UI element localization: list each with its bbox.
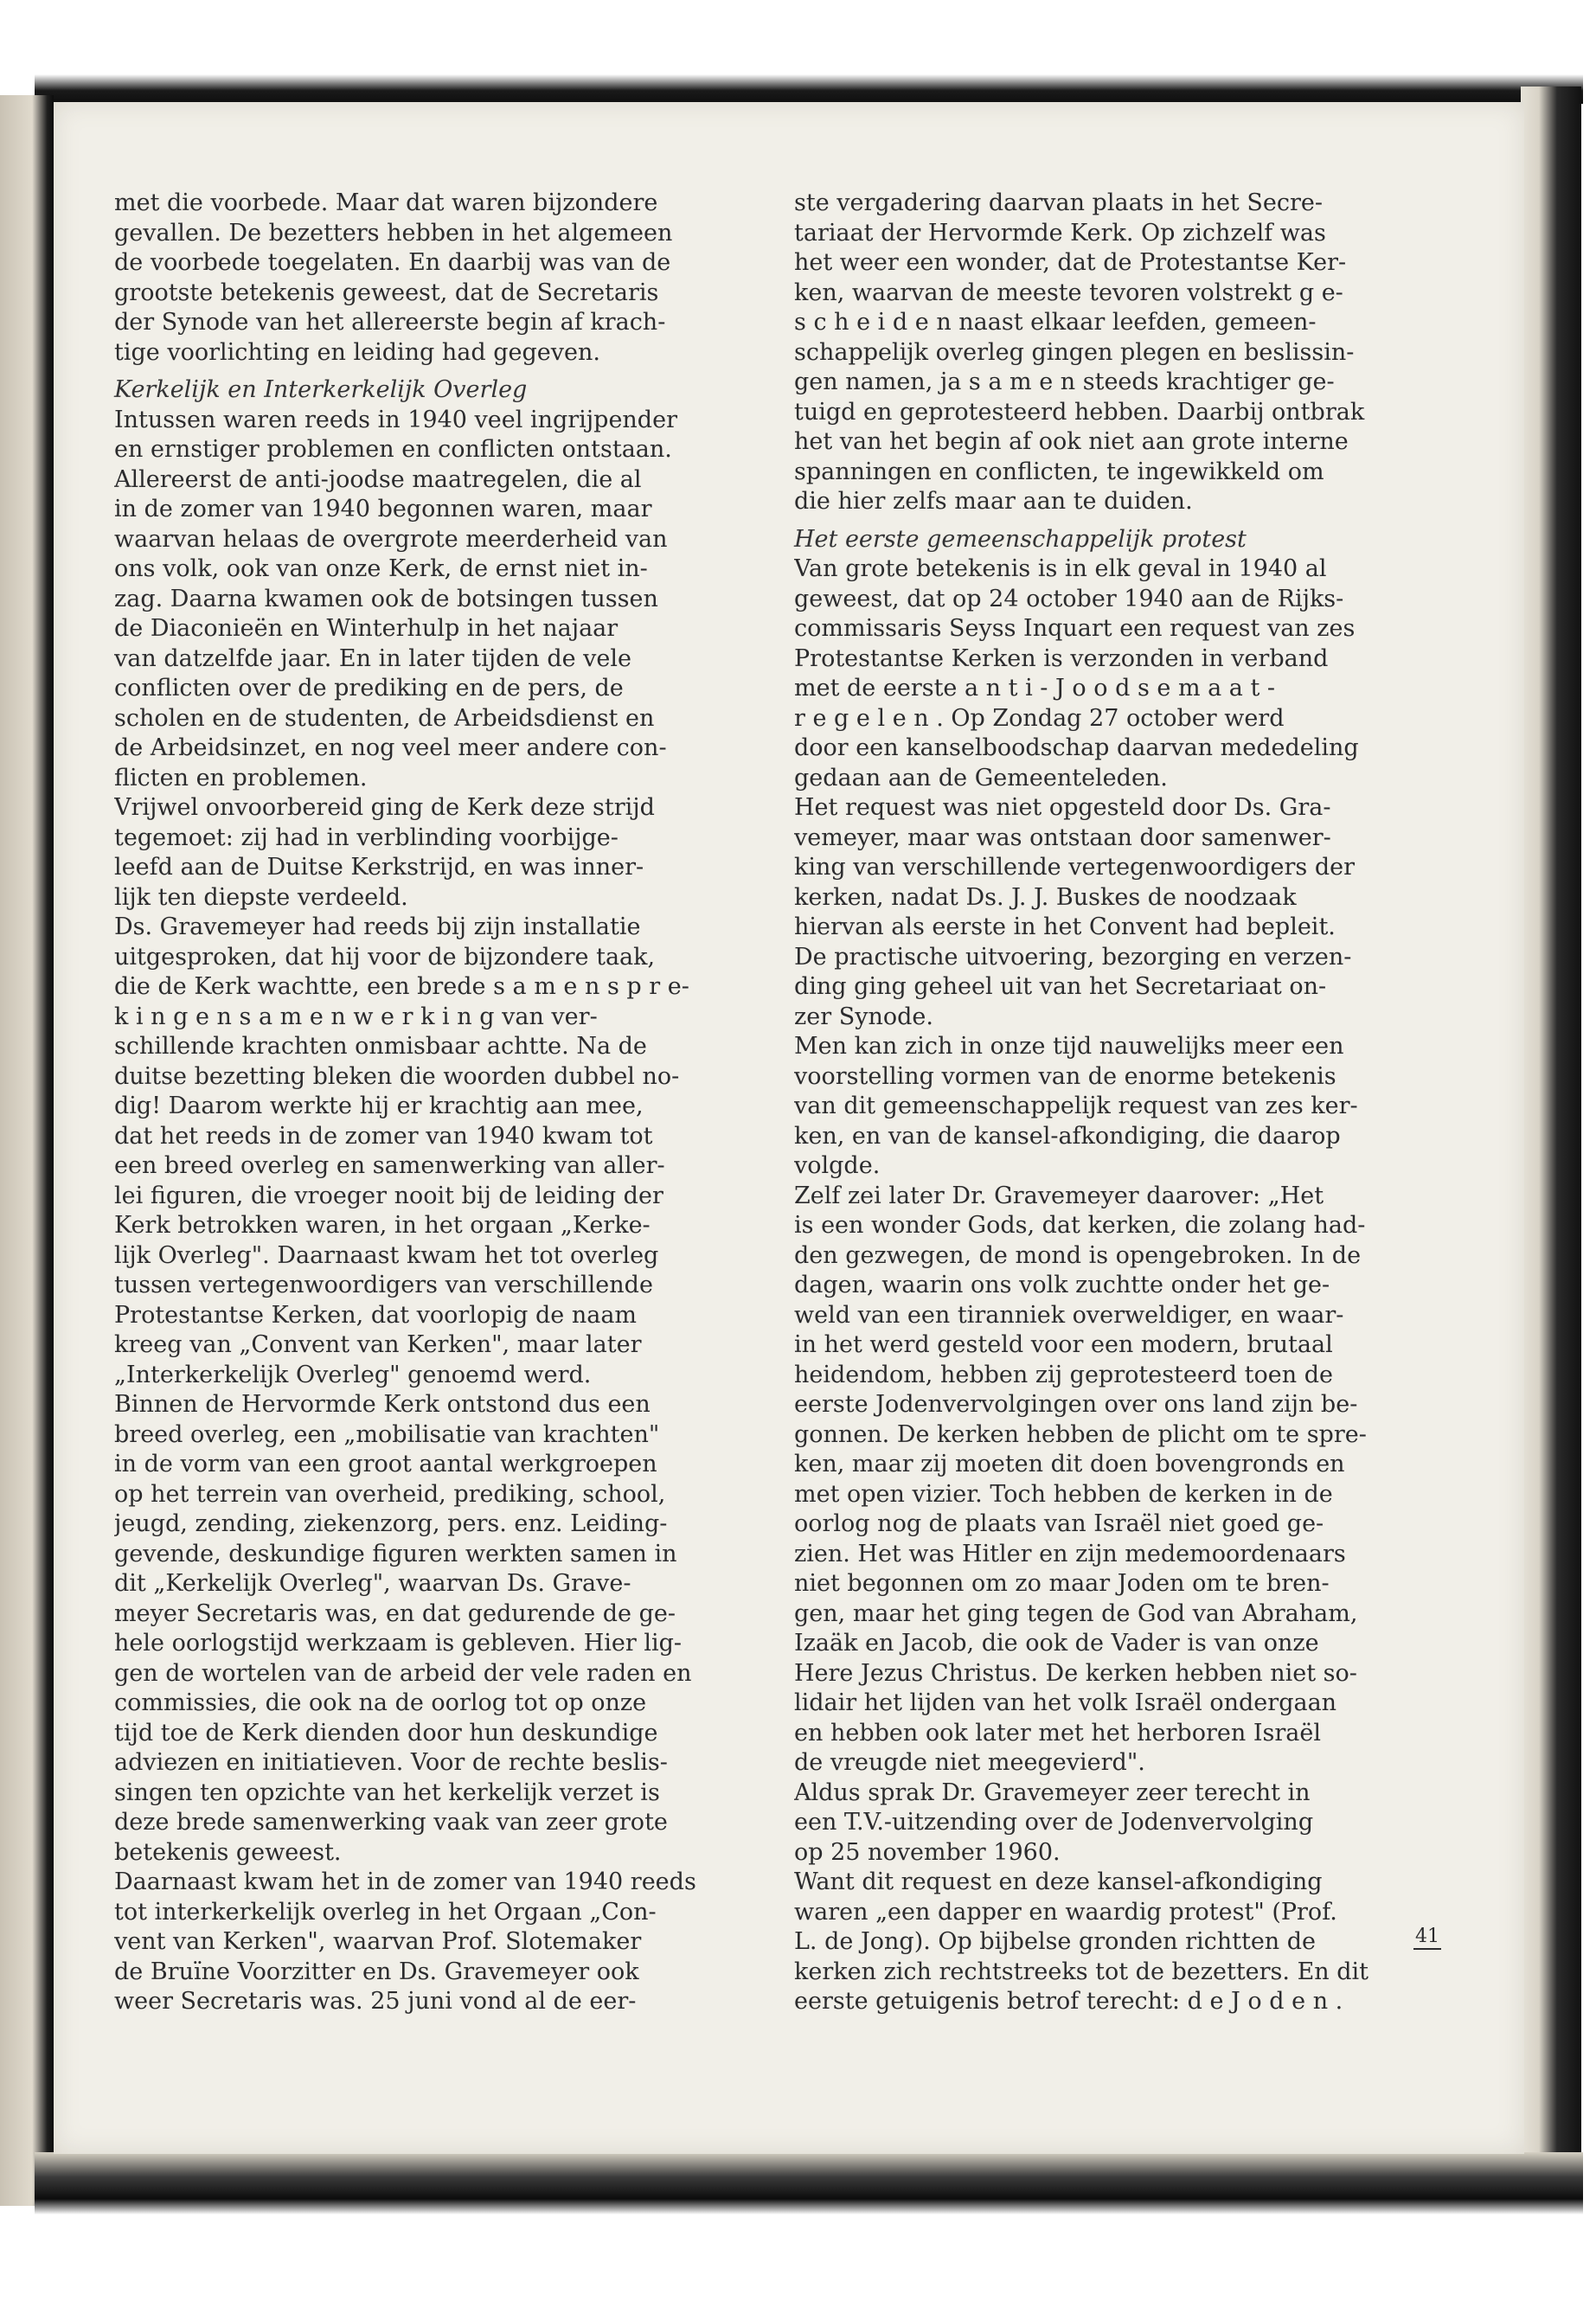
text-line: van datzelfde jaar. En in later tijden de vele [114,644,632,672]
text-line: zag. Daarna kwamen ook de botsingen tussen [114,585,658,612]
text-line: breed overleg, een „mobilisatie van krachten" [114,1420,660,1448]
text-line: volgde. [794,1152,881,1179]
text-line: weer Secretaris was. 25 juni vond al de eer- [114,1988,637,2015]
text-line: heidendom, hebben zij geprotesteerd toen de [794,1361,1333,1388]
text-line: ding ging geheel uit van het Secretariaat on- [794,973,1327,1000]
left-text-column [114,189,761,2017]
text-line: Protestantse Kerken is verzonden in verband [794,644,1329,672]
text-line: Here Jezus Christus. De kerken hebben niet so- [794,1659,1357,1687]
text-line: ken, waarvan de meeste tevoren volstrekt g e- [794,279,1343,306]
text-line: Het request was niet opgesteld door Ds. Gra- [794,794,1331,821]
text-line: gen namen, ja s a m e n steeds krachtiger ge- [794,369,1335,395]
text-line: spanningen en conflicten, te ingewikkeld om [794,458,1324,485]
text-line: het van het begin af ook niet aan grote interne [794,428,1349,455]
text-line: ste vergadering daarvan plaats in het Secre- [794,189,1323,216]
right-text-column [794,189,1458,2017]
text-line: kerken zich rechtstreeks tot de bezetters. En dit [794,1958,1369,1985]
page-number: 41 [1413,1926,1441,1950]
text-line: leefd aan de Duitse Kerkstrijd, en was inner- [114,854,644,881]
text-line: gen de wortelen van de arbeid der vele raden en [114,1659,692,1687]
text-line: de Arbeidsinzet, en nog veel meer andere con- [114,734,667,761]
text-line: en hebben ook later met het herboren Israël [794,1719,1321,1747]
text-line: vent van Kerken", waarvan Prof. Slotemaker [114,1928,642,1955]
text-line: een breed overleg en samenwerking van aller- [114,1152,665,1179]
text-line: zien. Het was Hitler en zijn medemoordenaars [794,1540,1346,1567]
text-line: Van grote betekenis is in elk geval in 1940 al [794,555,1327,582]
book-edge-top [35,74,1583,104]
text-line: in de zomer van 1940 begonnen waren, maar [114,496,652,522]
text-line: de voorbede toegelaten. En daarbij was van de [114,249,671,276]
text-line: Izaäk en Jacob, die ook de Vader is van onze [794,1630,1319,1657]
text-line: flicten en problemen. [114,764,368,792]
text-line: met de eerste a n t i - J o o d s e m a a t - [794,675,1276,702]
text-line: s c h e i d e n naast elkaar leefden, gemeen- [794,309,1317,336]
text-line: Allereerst de anti-joodse maatregelen, die al [114,465,642,493]
text-line: waarvan helaas de overgrote meerderheid van [114,525,668,553]
text-line: Aldus sprak Dr. Gravemeyer zeer terecht in [794,1779,1311,1806]
text-line: „Interkerkelijk Overleg" genoemd werd. [114,1361,592,1388]
text-line: king van verschillende vertegenwoordigers der [794,854,1356,881]
text-line: dig! Daarom werkte hij er krachtig aan mee, [114,1093,644,1119]
book-page [54,102,1524,2154]
text-line: gen, maar het ging tegen de God van Abraham, [794,1599,1358,1627]
text-line: van dit gemeenschappelijk request van zes ker- [794,1093,1358,1119]
text-line: der Synode van het allereerste begin af krach- [114,309,666,336]
text-line: Protestantse Kerken, dat voorlopig de naam [114,1301,638,1329]
text-line: lidair het lijden van het volk Israël ondergaan [794,1689,1337,1716]
section-heading: Het eerste gemeenschappelijk protest [794,525,1247,553]
text-line: tariaat der Hervormde Kerk. Op zichzelf was [794,219,1326,247]
text-line: met open vizier. Toch hebben de kerken in de [794,1480,1333,1508]
text-line: in het werd gesteld voor een modern, brutaal [794,1331,1333,1358]
text-line: door een kanselboodschap daarvan mededeling [794,734,1359,761]
text-line: tegemoet: zij had in verblinding voorbijge- [114,824,619,851]
text-line: den gezwegen, de mond is opengebroken. In de [794,1241,1362,1269]
text-line: Zelf zei later Dr. Gravemeyer daarover: „Het [794,1182,1324,1209]
text-line: Binnen de Hervormde Kerk ontstond dus een [114,1391,651,1418]
text-line: tige voorlichting en leiding had gegeven. [114,338,600,366]
text-line: uitgesproken, dat hij voor de bijzondere taak, [114,943,656,971]
text-line: Ds. Gravemeyer had reeds bij zijn installatie [114,913,641,940]
text-line: Vrijwel onvoorbereid ging de Kerk deze strijd [114,794,655,821]
text-line: dagen, waarin ons volk zuchtte onder het ge- [794,1272,1330,1298]
text-line: jeugd, zending, ziekenzorg, pers. enz. Leiding- [114,1510,668,1537]
text-line: De practische uitvoering, bezorging en verzen- [794,943,1352,971]
text-line: op 25 november 1960. [794,1838,1061,1866]
text-line: oorlog nog de plaats van Israël niet goed ge- [794,1510,1324,1537]
text-line: conflicten over de prediking en de pers, de [114,675,624,702]
text-line: gevallen. De bezetters hebben in het algemeen [114,219,673,247]
text-line: eerste getuigenis betrof terecht: d e J o d e n . [794,1988,1343,2015]
book-edge-right [1521,87,1581,2206]
text-line: tijd toe de Kerk dienden door hun deskundige [114,1719,658,1747]
text-line: voorstelling vormen van de enorme betekenis [794,1062,1336,1090]
text-line: duitse bezetting bleken die woorden dubbel no- [114,1062,680,1090]
text-line: meyer Secretaris was, en dat gedurende de ge- [114,1599,676,1627]
text-line: ons volk, ook van onze Kerk, de ernst niet in- [114,555,648,582]
text-line: scholen en de studenten, de Arbeidsdienst en [114,704,655,732]
text-line: commissaris Seyss Inquart een request van zes [794,615,1356,642]
text-line: grootste betekenis geweest, dat de Secretaris [114,279,659,306]
text-line: ken, en van de kansel-afkondiging, die daarop [794,1122,1341,1150]
text-line: Want dit request en deze kansel-afkondiging [794,1868,1323,1895]
text-line: de Bruïne Voorzitter en Ds. Gravemeyer ook [114,1958,639,1985]
text-line: niet begonnen om zo maar Joden om te bren- [794,1570,1330,1597]
text-line: hiervan als eerste in het Convent had bepleit. [794,913,1336,940]
text-line: dat het reeds in de zomer van 1940 kwam tot [114,1122,653,1150]
text-line: Kerk betrokken waren, in het orgaan „Kerke- [114,1212,651,1239]
text-line: betekenis geweest. [114,1838,342,1866]
text-line: met die voorbede. Maar dat waren bijzondere [114,189,658,216]
text-line: die de Kerk wachtte, een brede s a m e n s p r e- [114,973,689,1000]
text-line: gonnen. De kerken hebben de plicht om te spre- [794,1420,1367,1448]
text-line: kreeg van „Convent van Kerken", maar later [114,1331,642,1358]
book-edge-bottom [35,2152,1583,2214]
text-line: commissies, die ook na de oorlog tot op onze [114,1689,647,1716]
text-line: ken, maar zij moeten dit doen bovengronds en [794,1451,1345,1477]
text-line: tot interkerkelijk overleg in het Orgaan „Con- [114,1898,657,1926]
book-edge-left [0,95,54,2206]
text-line: tussen vertegenwoordigers van verschillende [114,1272,653,1298]
text-line: vemeyer, maar was ontstaan door samenwer- [794,824,1331,851]
text-line: waren „een dapper en waardig protest" (Prof. [794,1898,1337,1926]
text-line: deze brede samenwerking vaak van zeer grote [114,1809,668,1836]
text-line: een T.V.-uitzending over de Jodenvervolging [794,1809,1314,1836]
text-line: L. de Jong). Op bijbelse gronden richtten de [794,1928,1317,1955]
text-line: gedaan aan de Gemeenteleden. [794,764,1168,792]
text-line: in de vorm van een groot aantal werkgroepen [114,1451,657,1477]
text-line: zer Synode. [794,1003,933,1030]
text-line: dit „Kerkelijk Overleg", waarvan Ds. Grave- [114,1570,631,1597]
text-line: de Diaconieën en Winterhulp in het najaar [114,615,619,642]
text-line: lijk Overleg". Daarnaast kwam het tot overleg [114,1241,659,1269]
text-line: r e g e l e n . Op Zondag 27 october werd [794,704,1285,732]
text-line: die hier zelfs maar aan te duiden. [794,488,1193,515]
text-line: geweest, dat op 24 october 1940 aan de Rijks- [794,585,1344,612]
text-line: eerste Jodenvervolgingen over ons land zijn be- [794,1391,1358,1418]
text-line: singen ten opzichte van het kerkelijk verzet is [114,1779,660,1806]
text-line: lei figuren, die vroeger nooit bij de leiding der [114,1182,663,1209]
text-line: Intussen waren reeds in 1940 veel ingrijpender [114,406,677,433]
text-line: weld van een tiranniek overweldiger, en waar- [794,1301,1344,1329]
text-line: de vreugde niet meegevierd". [794,1749,1145,1776]
text-line: kerken, nadat Ds. J. J. Buskes de noodzaak [794,883,1297,911]
text-line: Daarnaast kwam het in de zomer van 1940 reeds [114,1868,696,1895]
text-line: k i n g e n s a m e n w e r k i n g van ver- [114,1003,598,1030]
text-line: het weer een wonder, dat de Protestantse Ker- [794,249,1347,276]
text-line: adviezen en initiatieven. Voor de rechte beslis- [114,1749,668,1776]
text-line: hele oorlogstijd werkzaam is gebleven. Hier lig- [114,1630,683,1657]
text-line: tuigd en geprotesteerd hebben. Daarbij ontbrak [794,398,1365,426]
text-line: Men kan zich in onze tijd nauwelijks meer een [794,1033,1344,1060]
text-line: lijk ten diepste verdeeld. [114,883,408,911]
section-heading: Kerkelijk en Interkerkelijk Overleg [114,376,528,403]
text-line: schappelijk overleg gingen plegen en beslissin- [794,338,1355,366]
text-line: gevende, deskundige figuren werkten samen in [114,1540,677,1567]
text-line: op het terrein van overheid, prediking, school, [114,1480,666,1508]
text-line: schillende krachten onmisbaar achtte. Na de [114,1033,647,1060]
text-line: en ernstiger problemen en conflicten ontstaan. [114,436,672,463]
text-line: is een wonder Gods, dat kerken, die zolang had- [794,1212,1366,1239]
